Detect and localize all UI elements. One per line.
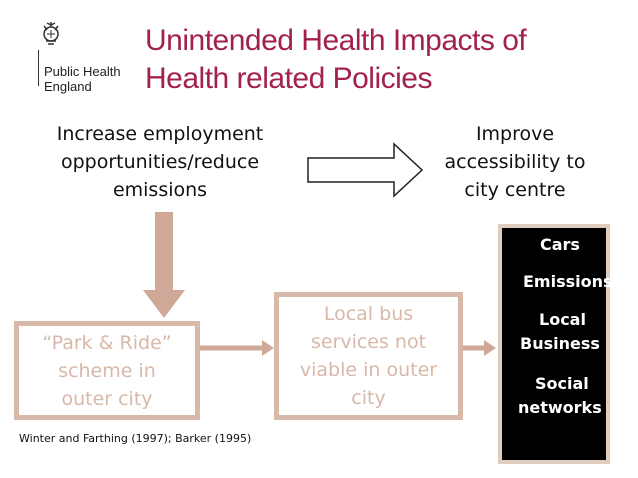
local-bus-line-4: city	[351, 387, 386, 409]
title-line-2: Health related Policies	[145, 62, 432, 95]
impact-cars: Cars	[540, 235, 580, 254]
local-bus-line-1: Local bus	[323, 303, 414, 325]
left-caption	[46, 120, 274, 204]
right-caption-line-2: accessibility to	[444, 151, 586, 173]
left-caption-line-3: emissions	[112, 179, 208, 201]
impact-business: Business	[520, 334, 600, 353]
impact-emissions: Emissions	[523, 272, 613, 291]
impact-local: Local	[539, 310, 586, 329]
arrow-park-to-bus-head	[262, 340, 274, 356]
park-ride-line-1: “Park & Ride”	[42, 331, 172, 354]
right-caption	[432, 120, 598, 204]
right-caption-line-3: city centre	[464, 179, 566, 201]
park-ride-line-2: scheme in	[58, 359, 156, 382]
park-ride-line-3: outer city	[61, 387, 153, 410]
impact-social: Social	[535, 374, 589, 393]
down-arrow	[143, 212, 185, 318]
logo-line-2: England	[44, 79, 92, 94]
park-and-ride-box	[14, 321, 200, 420]
logo-line-1: Public Health	[44, 64, 121, 79]
local-bus-box	[274, 292, 463, 420]
impact-networks: networks	[518, 398, 602, 417]
right-caption-line-1: Improve	[475, 123, 555, 145]
left-caption-line-2: opportunities/reduce	[60, 151, 260, 173]
impacts-box	[498, 224, 613, 464]
outline-right-arrow	[308, 144, 422, 196]
left-caption-line-1: Increase employment	[56, 123, 264, 145]
local-bus-line-3: viable in outer	[299, 359, 438, 381]
citation: Winter and Farthing (1997); Barker (1995)	[19, 432, 252, 445]
title-line-1: Unintended Health Impacts of	[145, 24, 527, 57]
arrow-bus-to-impacts-head	[484, 340, 496, 356]
local-bus-line-2: services not	[310, 331, 427, 353]
